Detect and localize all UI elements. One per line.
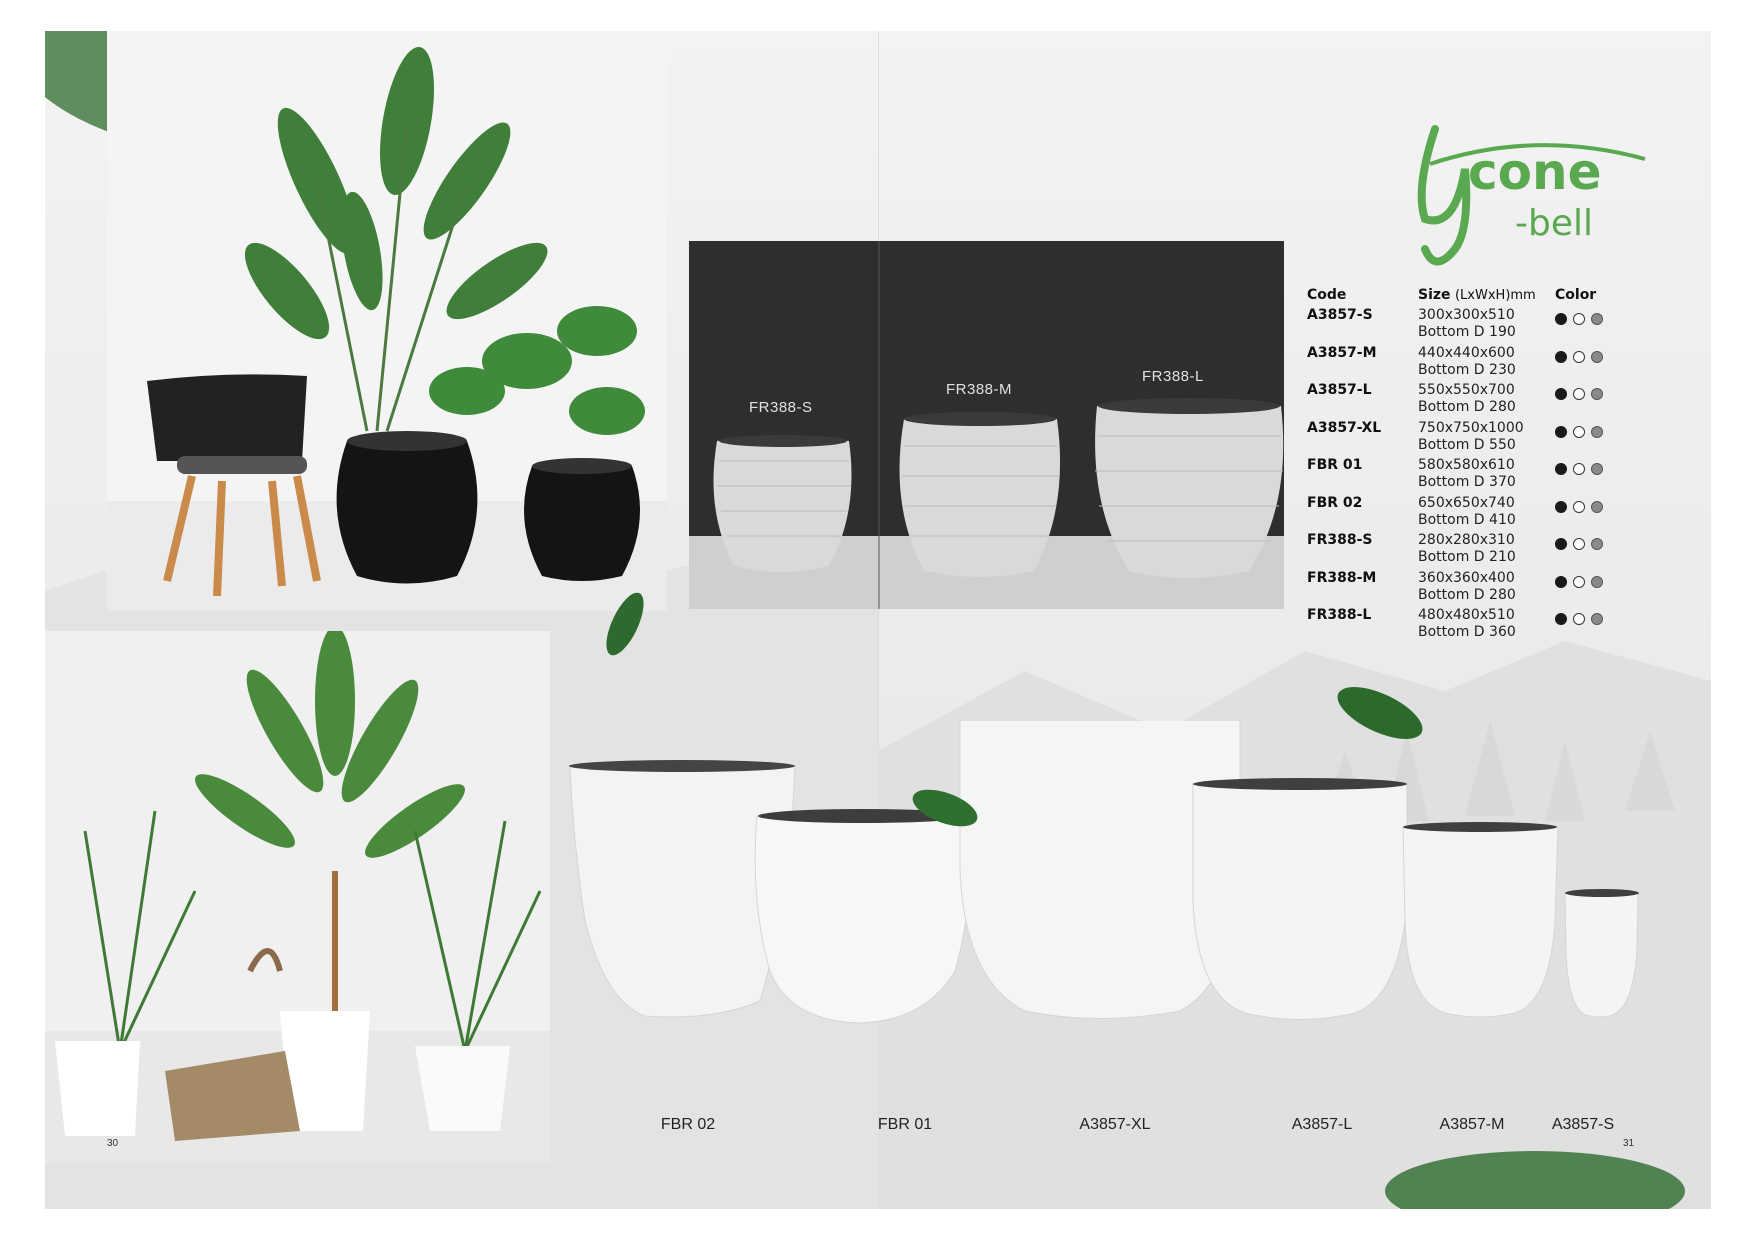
spec-row bbox=[1307, 345, 1687, 382]
spec-size: 550x550x700 Bottom D 280 bbox=[1418, 382, 1516, 415]
color-swatches bbox=[1555, 310, 1609, 329]
catalog-spread bbox=[45, 31, 1711, 1209]
spec-code: A3857-S bbox=[1307, 307, 1373, 323]
grey-swatch-icon bbox=[1591, 576, 1603, 588]
color-swatches bbox=[1555, 610, 1609, 629]
black-swatch-icon bbox=[1555, 351, 1567, 363]
falling-leaf-center bbox=[595, 586, 655, 666]
spec-code: FR388-S bbox=[1307, 532, 1373, 548]
spec-size: 750x750x1000 Bottom D 550 bbox=[1418, 419, 1524, 453]
grey-swatch-icon bbox=[1591, 538, 1603, 550]
grey-swatch-icon bbox=[1591, 351, 1603, 363]
white-swatch-icon bbox=[1573, 576, 1585, 588]
color-swatches bbox=[1555, 348, 1609, 367]
logo-word-cone: cone bbox=[1468, 143, 1602, 201]
label-a3857-m: A3857-M bbox=[1439, 1116, 1505, 1133]
white-swatch-icon bbox=[1573, 351, 1585, 363]
spec-row bbox=[1307, 420, 1687, 457]
color-swatches bbox=[1555, 385, 1609, 404]
color-swatches bbox=[1555, 535, 1609, 554]
white-swatch-icon bbox=[1573, 613, 1585, 625]
grey-swatch-icon bbox=[1591, 388, 1603, 400]
spec-row bbox=[1307, 607, 1687, 644]
header-code: Code bbox=[1307, 287, 1347, 303]
white-swatch-icon bbox=[1573, 463, 1585, 475]
color-swatches bbox=[1555, 573, 1609, 592]
label-a3857-l: A3857-L bbox=[1291, 1116, 1353, 1133]
color-swatches bbox=[1555, 460, 1609, 479]
spec-row bbox=[1307, 570, 1687, 607]
black-swatch-icon bbox=[1555, 576, 1567, 588]
black-swatch-icon bbox=[1555, 463, 1567, 475]
spec-code: FBR 02 bbox=[1307, 494, 1363, 511]
cone-bell-logo bbox=[1395, 109, 1695, 269]
spec-row bbox=[1307, 532, 1687, 569]
photo-black-pots bbox=[107, 31, 667, 611]
label-fbr02: FBR 02 bbox=[660, 1116, 716, 1133]
header-size: Size (LxWxH)mm bbox=[1418, 287, 1536, 303]
label-fbr01: FBR 01 bbox=[877, 1116, 933, 1133]
spec-size: 580x580x610 Bottom D 370 bbox=[1418, 457, 1516, 490]
black-swatch-icon bbox=[1555, 501, 1567, 513]
page-number-left: 30 bbox=[107, 1138, 119, 1149]
spec-code: A3857-XL bbox=[1307, 419, 1382, 436]
spec-size: 300x300x510 Bottom D 190 bbox=[1418, 307, 1516, 340]
black-swatch-icon bbox=[1555, 313, 1567, 325]
grey-swatch-icon bbox=[1591, 463, 1603, 475]
spec-row bbox=[1307, 382, 1687, 419]
spec-code: FR388-M bbox=[1307, 569, 1377, 586]
black-swatch-icon bbox=[1555, 388, 1567, 400]
black-swatch-icon bbox=[1555, 538, 1567, 550]
spec-row bbox=[1307, 495, 1687, 532]
color-swatches bbox=[1555, 498, 1609, 517]
label-a3857-s: A3857-S bbox=[1551, 1116, 1615, 1133]
falling-leaf-right bbox=[1330, 681, 1430, 751]
photo-white-pots-plants bbox=[45, 631, 550, 1163]
spec-row bbox=[1307, 457, 1687, 494]
color-swatches bbox=[1555, 423, 1609, 442]
white-swatch-icon bbox=[1573, 426, 1585, 438]
spec-size: 360x360x400 Bottom D 280 bbox=[1418, 569, 1516, 603]
spec-size: 440x440x600 Bottom D 230 bbox=[1418, 344, 1516, 378]
spec-code: FR388-L bbox=[1307, 607, 1372, 623]
logo-word-bell: -bell bbox=[1515, 203, 1593, 244]
header-color: Color bbox=[1555, 287, 1597, 303]
spec-size: 480x480x510 Bottom D 360 bbox=[1418, 607, 1516, 640]
spec-size: 280x280x310 Bottom D 210 bbox=[1418, 532, 1516, 565]
spec-size: 650x650x740 Bottom D 410 bbox=[1418, 494, 1516, 528]
white-swatch-icon bbox=[1573, 538, 1585, 550]
photo-fr388-pots bbox=[689, 241, 1284, 609]
falling-leaf-mid bbox=[905, 783, 985, 833]
fr388-m-label: FR388-M bbox=[946, 381, 1013, 398]
white-swatch-icon bbox=[1573, 501, 1585, 513]
fr388-l-label: FR388-L bbox=[1142, 368, 1204, 385]
spec-row bbox=[1307, 307, 1687, 344]
grey-swatch-icon bbox=[1591, 426, 1603, 438]
fr388-s-label: FR388-S bbox=[749, 399, 813, 416]
blurred-leaf-bottom-right bbox=[1385, 1146, 1705, 1209]
spec-code: FBR 01 bbox=[1307, 457, 1363, 473]
spec-code: A3857-M bbox=[1307, 344, 1377, 361]
page-number-right: 31 bbox=[1623, 1138, 1635, 1149]
white-swatch-icon bbox=[1573, 313, 1585, 325]
spec-code: A3857-L bbox=[1307, 382, 1372, 398]
label-a3857-xl: A3857-XL bbox=[1079, 1116, 1151, 1133]
grey-swatch-icon bbox=[1591, 313, 1603, 325]
grey-swatch-icon bbox=[1591, 501, 1603, 513]
white-swatch-icon bbox=[1573, 388, 1585, 400]
grey-swatch-icon bbox=[1591, 613, 1603, 625]
white-pots-row bbox=[565, 721, 1685, 1121]
black-swatch-icon bbox=[1555, 613, 1567, 625]
black-swatch-icon bbox=[1555, 426, 1567, 438]
